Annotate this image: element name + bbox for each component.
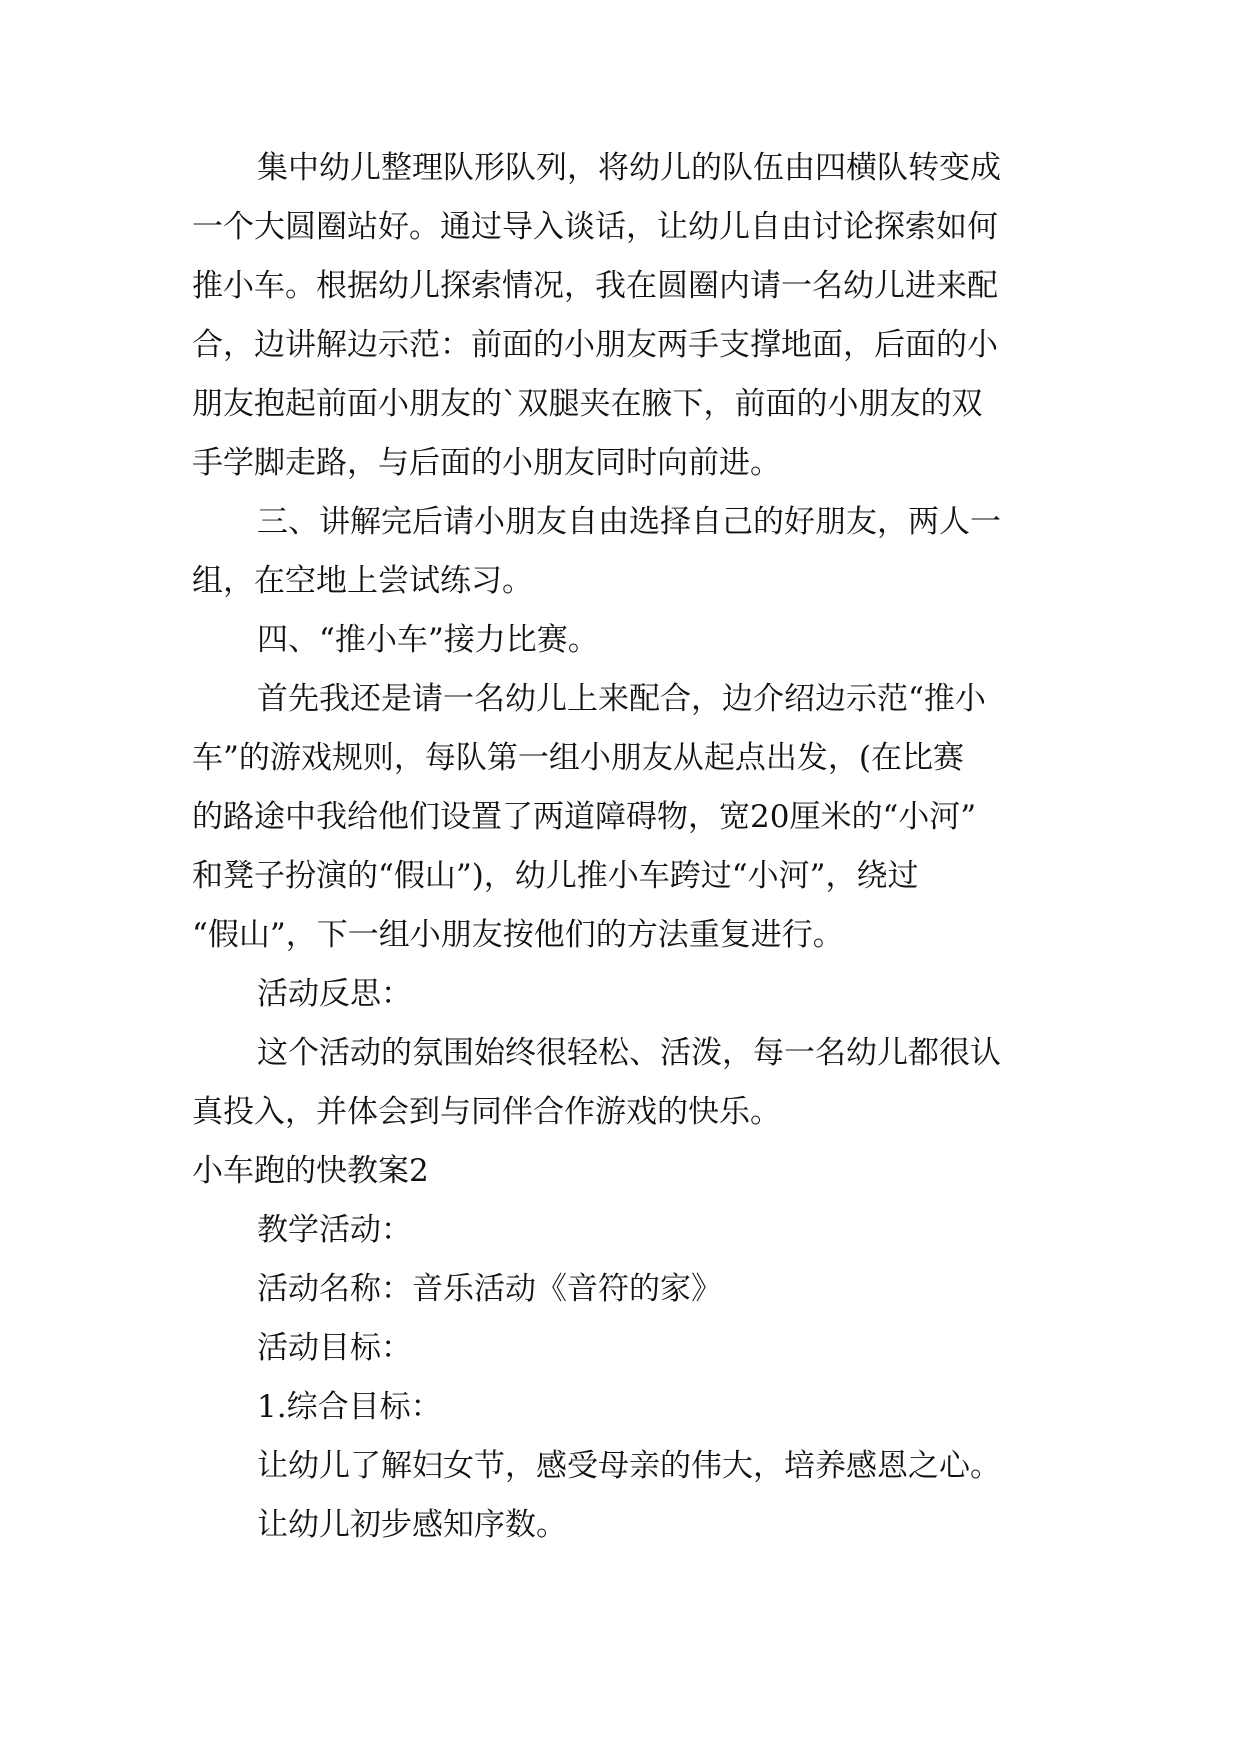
text-line: 推小车。根据幼儿探索情况，我在圆圈内请一名幼儿进来配 bbox=[192, 268, 998, 304]
text-line: 活动目标： bbox=[257, 1330, 412, 1366]
text-line: 首先我还是请一名幼儿上来配合，边介绍边示范“推小 bbox=[257, 681, 986, 717]
text-line: 一个大圆圈站好。通过导入谈话，让幼儿自由讨论探索如何 bbox=[192, 209, 998, 245]
text-line: 活动名称：音乐活动《音符的家》 bbox=[257, 1271, 722, 1307]
text-line: 1.综合目标： bbox=[257, 1389, 442, 1425]
text-line: 活动反思： bbox=[257, 976, 412, 1012]
text-line: 教学活动： bbox=[257, 1212, 412, 1248]
text-line: 车”的游戏规则，每队第一组小朋友从起点出发，(在比赛 bbox=[192, 740, 964, 776]
text-line: 合，边讲解边示范：前面的小朋友两手支撑地面，后面的小 bbox=[192, 327, 998, 363]
text-line: 四、“推小车”接力比赛。 bbox=[257, 622, 599, 658]
text-line: 让幼儿了解妇女节，感受母亲的伟大，培养感恩之心。 bbox=[257, 1448, 1001, 1484]
text-line: “假山”，下一组小朋友按他们的方法重复进行。 bbox=[192, 917, 844, 953]
text-line: 和凳子扮演的“假山”)，幼儿推小车跨过“小河”，绕过 bbox=[192, 858, 919, 894]
text-line: 真投入，并体会到与同伴合作游戏的快乐。 bbox=[192, 1094, 781, 1130]
text-line: 的路途中我给他们设置了两道障碍物，宽20厘米的“小河” bbox=[192, 799, 977, 835]
text-line: 手学脚走路，与后面的小朋友同时向前进。 bbox=[192, 445, 781, 481]
section-heading: 小车跑的快教案2 bbox=[192, 1153, 429, 1189]
text-line: 集中幼儿整理队形队列，将幼儿的队伍由四横队转变成 bbox=[257, 150, 1001, 186]
text-line: 三、讲解完后请小朋友自由选择自己的好朋友，两人一 bbox=[257, 504, 1001, 540]
text-line: 这个活动的氛围始终很轻松、活泼，每一名幼儿都很认 bbox=[257, 1035, 1001, 1071]
text-line: 朋友抱起前面小朋友的`双腿夹在腋下，前面的小朋友的双 bbox=[192, 386, 983, 422]
text-line: 组，在空地上尝试练习。 bbox=[192, 563, 533, 599]
text-line: 让幼儿初步感知序数。 bbox=[257, 1507, 567, 1543]
